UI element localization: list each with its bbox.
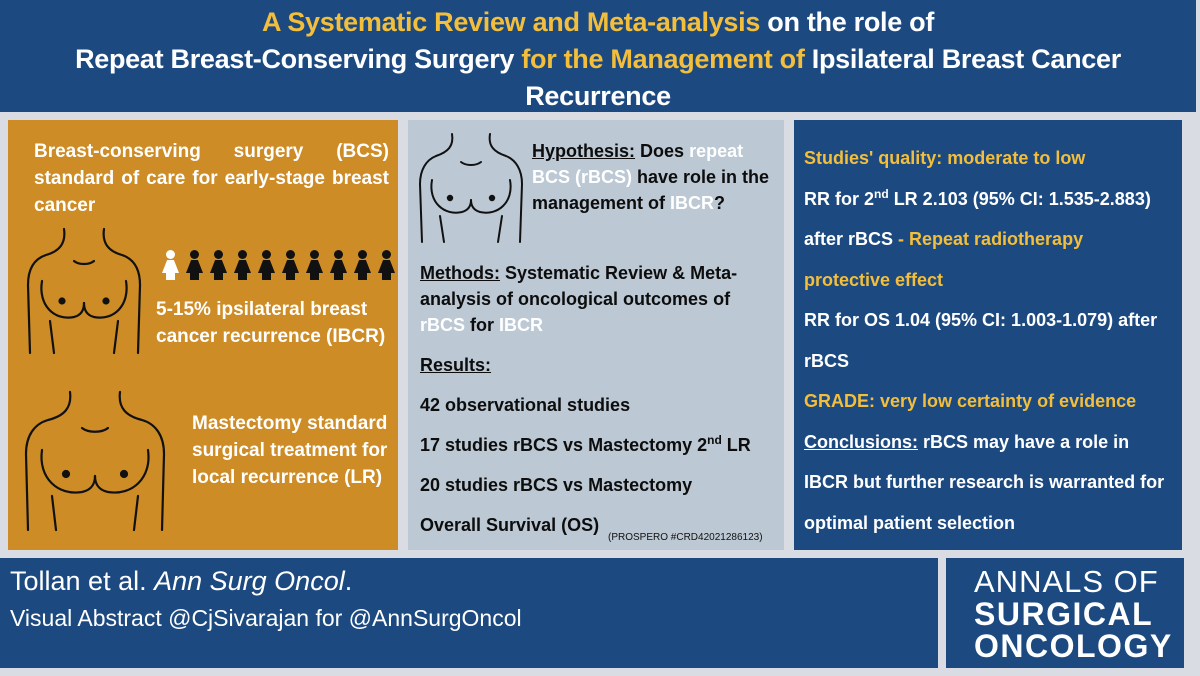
- title-text: Ipsilateral Breast Cancer Recurrence: [525, 44, 1121, 111]
- journal-logo-line: ONCOLOGY: [974, 628, 1173, 664]
- prospero-id: (PROSPERO #CRD42021286123): [608, 532, 763, 543]
- title-text: on the role of: [760, 7, 935, 37]
- credit-line: Visual Abstract @CjSivarajan for @AnnSurgOncol: [10, 605, 522, 631]
- torso-icon: [20, 388, 170, 533]
- rr-text: RR for 2: [804, 188, 875, 209]
- result-item: Overall Survival (OS): [420, 515, 600, 535]
- rr-highlight: - Repeat radiotherapy protective effect: [804, 229, 1084, 290]
- person-icon: [184, 250, 205, 280]
- person-icon: [376, 250, 397, 280]
- journal-logo-line: ANNALS OF: [974, 564, 1159, 599]
- result-item: 20 studies rBCS vs Mastectomy: [420, 475, 693, 495]
- background-panel: [8, 120, 398, 550]
- citation-authors: Tollan et al.: [10, 566, 155, 596]
- result-item: 42 observational studies: [420, 395, 631, 415]
- result-item-text: LR: [721, 435, 751, 455]
- header-banner: [0, 0, 1196, 112]
- hypothesis-part: have role in the management of: [532, 167, 770, 213]
- hypothesis-part: Does: [635, 141, 690, 161]
- grade-statement: GRADE: very low certainty of evidence: [804, 391, 1137, 411]
- title-text: Repeat Breast-Conserving Surgery: [75, 44, 515, 74]
- findings-text: [804, 138, 1174, 543]
- hypothesis-text: [532, 138, 772, 216]
- result-item: [420, 432, 780, 458]
- results-label: Results:: [420, 355, 492, 375]
- superscript: nd: [874, 186, 889, 201]
- citation-journal: Ann Surg Oncol: [154, 566, 345, 596]
- rr-os: RR for OS 1.04 (95% CI: 1.003-1.079) after rBCS: [804, 310, 1158, 371]
- methods-label: Methods:: [420, 263, 500, 283]
- person-icon: [208, 250, 229, 280]
- torso-icon: [416, 130, 526, 245]
- hypothesis-label: Hypothesis:: [532, 141, 636, 161]
- person-icon: [304, 250, 325, 280]
- title-highlight: A Systematic Review and Meta-analysis: [261, 7, 761, 37]
- person-icon: [328, 250, 349, 280]
- person-icon: [256, 250, 277, 280]
- conclusions: [804, 422, 1174, 544]
- mastectomy-statement: Mastectomy standard surgical treatment for local recurrence (LR): [192, 413, 388, 488]
- people-pictogram: [160, 250, 397, 280]
- title-highlight: for the Management of: [514, 44, 812, 74]
- quality-statement: Studies' quality: moderate to low: [804, 148, 1086, 168]
- hypothesis-part: ?: [714, 193, 726, 213]
- rr-second-lr: [804, 179, 1174, 301]
- results-text: [420, 352, 780, 552]
- hypothesis-highlight: IBCR: [670, 193, 715, 213]
- title-line-2: [0, 41, 1196, 115]
- methods-highlight: rBCS: [420, 315, 466, 335]
- result-item-text: 17 studies rBCS vs Mastectomy 2: [420, 435, 708, 455]
- findings-panel: [794, 120, 1182, 550]
- citation-footer: [0, 558, 938, 668]
- rr-text: LR 2.103 (95% CI: 1.535-2.883) after rBCS: [804, 188, 1151, 249]
- citation-period: .: [344, 566, 353, 596]
- hypothesis-highlight: repeat BCS (rBCS): [532, 141, 744, 187]
- methods-panel: [408, 120, 784, 550]
- title-line-1: [0, 0, 1196, 41]
- citation: [10, 566, 352, 597]
- person-icon: [280, 250, 301, 280]
- superscript: nd: [707, 433, 722, 447]
- conclusions-text: rBCS may have a role in IBCR but further research is warranted for optimal patient selection: [804, 431, 1165, 533]
- methods-part: for: [465, 315, 500, 335]
- conclusions-label: Conclusions:: [804, 431, 919, 452]
- methods-highlight: IBCR: [499, 315, 544, 335]
- journal-logo: [946, 558, 1184, 668]
- journal-logo-line: SURGICAL: [974, 596, 1154, 632]
- recurrence-statement: 5-15% ipsilateral breast cancer recurrence (IBCR): [156, 299, 386, 347]
- person-icon-highlighted: [160, 250, 181, 280]
- methods-text: [420, 260, 775, 338]
- torso-icon: [24, 225, 144, 355]
- bcs-statement: Breast-conserving surgery (BCS) standard of care for early-stage breast cancer: [34, 141, 389, 216]
- person-icon: [352, 250, 373, 280]
- methods-part: Systematic Review & Meta-analysis of oncological outcomes of: [420, 263, 738, 309]
- person-icon: [232, 250, 253, 280]
